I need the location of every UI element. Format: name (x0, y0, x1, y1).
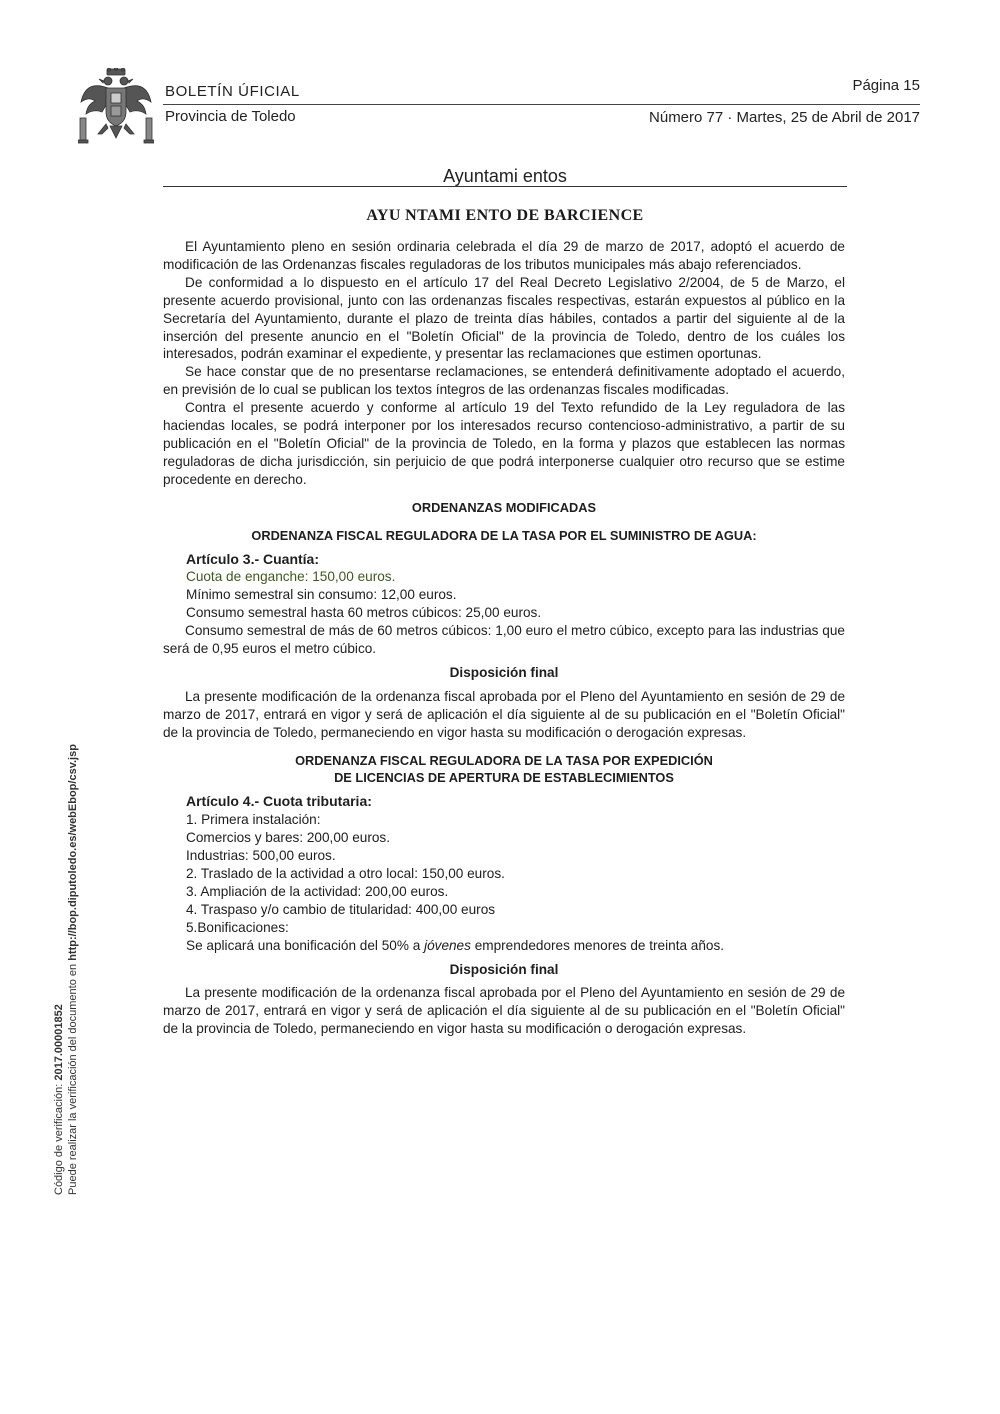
article-3-heading: Artículo 3.- Cuantía: (186, 550, 320, 567)
toledo-crest-icon (78, 68, 154, 144)
fee-line: Comercios y bares: 200,00 euros. (186, 830, 391, 846)
final-provision-heading: Disposición final (449, 664, 559, 680)
bonus-line: Se aplicará una bonificación del 50% a jóvenes emprendedores menores de treinta años. (186, 937, 725, 953)
verification-url-line: Puede realizar la verificación del documento en http://bop.diputoledo.es/webEbop/csv.jsp (67, 744, 79, 1195)
final-provision-heading: Disposición final (449, 961, 559, 977)
fee-line: 3. Ampliación de la actividad: 200,00 euros. (186, 883, 449, 899)
bulletin-title: BOLETÍN ÚFICIAL (165, 83, 300, 100)
fee-line: Cuota de enganche: 150,00 euros. (186, 569, 396, 585)
fee-line: 2. Traslado de la actividad a otro local: 150,00 euros. (186, 866, 505, 881)
header-divider (163, 104, 920, 105)
article-4-heading: Artículo 4.- Cuota tributaria: (186, 793, 372, 810)
verification-url[interactable]: http://bop.diputoledo.es/webEbop/csv.jsp (67, 744, 79, 961)
section-divider (163, 186, 847, 187)
ordenanza-licencias-title: DE LICENCIAS DE APERTURA DE ESTABLECIMIENTOS (334, 770, 674, 786)
intro-paragraph: El Ayuntamiento pleno en sesión ordinaria celebrada el día 29 de marzo de 2017, adoptó el acuerdo de modificación de las Ordenanzas fiscales reguladoras de los tributos municipales más abajo referenciados. (163, 239, 845, 272)
ordenanzas-heading: ORDENANZAS MODIFICADAS (411, 499, 597, 515)
verification-code: 2017.00001852 (53, 1004, 65, 1081)
intro-paragraph: Se hace constar que de no presentarse reclamaciones, se entenderá definitivamente adoptado el acuerdo, en previsión de lo cual se publican los textos íntegros de las ordenanzas fiscales modificadas. (163, 364, 845, 398)
ordenanza-agua-title: ORDENANZA FISCAL REGULADORA DE LA TASA POR EL SUMINISTRO DE AGUA: (251, 527, 757, 543)
final-provision-text: La presente modificación de la ordenanza fiscal aprobada por el Pleno del Ayuntamiento en sesión de 29 de marzo de 2017, entrará en vigor y será de aplicación el día siguiente al de su publicación en el "Boletín Oficial" de la provincia de Toledo, permaneciendo en vigor hasta su modificación o derogación expresas. (163, 985, 845, 1037)
verification-code-line: Código de verificación: 2017.00001852 (53, 1004, 65, 1195)
verification-sidebar (52, 744, 80, 1195)
ordenanza-licencias-title: ORDENANZA FISCAL REGULADORA DE LA TASA POR EXPEDICIÓN (295, 752, 713, 768)
section-title: Ayuntami entos (443, 166, 567, 186)
fee-line: 5.Bonificaciones: (186, 919, 289, 935)
fee-line: 4. Traspaso y/o cambio de titularidad: 400,00 euros (186, 901, 496, 917)
province-name: Provincia de Toledo (165, 108, 296, 125)
intro-paragraph: Contra el presente acuerdo y conforme al artículo 19 del Texto refundido de la Ley reguladora de las haciendas locales, se podrá interponer por los interesados recurso contencioso-administrativo, a partir de su publicación en el "Boletín Oficial" de la provincia de Toledo, en la forma y plazos que establecen las normas reguladoras de dicha jurisdicción, sin perjuicio de que podrá interponerse cualquier otro recurso que se estime procedente en derecho. (163, 400, 845, 487)
intro-paragraph: De conformidad a lo dispuesto en el artículo 17 del Real Decreto Legislativo 2/2004, de 5 de Marzo, el presente acuerdo provisional, junto con las ordenanzas fiscales respectivas, estarán expuestos al público en la Secretaría del Ayuntamiento, durante el plazo de treinta días hábiles, contados a partir del siguiente al de la inserción del presente anuncio en el "Boletín Oficial" de la provincia de Toledo, dentro de los cuáles los interesados, podrán examinar el expediente, y presentar las reclamaciones que estimen oportunas. (163, 274, 845, 362)
ayuntamiento-name: AYU NTAMI ENTO DE BARCIENCE (366, 207, 644, 224)
fee-line: Mínimo semestral sin consumo: 12,00 euros. (186, 587, 457, 603)
issue-info: Número 77 · Martes, 25 de Abril de 2017 (649, 109, 920, 126)
page-number: Página 15 (852, 77, 920, 94)
fee-line: Consumo semestral hasta 60 metros cúbicos: 25,00 euros. (186, 605, 542, 621)
fee-paragraph: Consumo semestral de más de 60 metros cúbicos: 1,00 euro el metro cúbico, excepto para las industrias que será de 0,95 euros el metro cúbico. (163, 623, 845, 657)
announcement-body (163, 238, 845, 1038)
fee-line: Industrias: 500,00 euros. (186, 848, 336, 864)
final-provision-text: La presente modificación de la ordenanza fiscal aprobada por el Pleno del Ayuntamiento en sesión de 29 de marzo de 2017, entrará en vigor y será de aplicación el día siguiente al de su publicación en el "Boletín Oficial" de la provincia de Toledo, permaneciendo en vigor hasta su modificación o derogación expresas. (163, 688, 845, 740)
fee-line: 1. Primera instalación: (186, 812, 321, 828)
